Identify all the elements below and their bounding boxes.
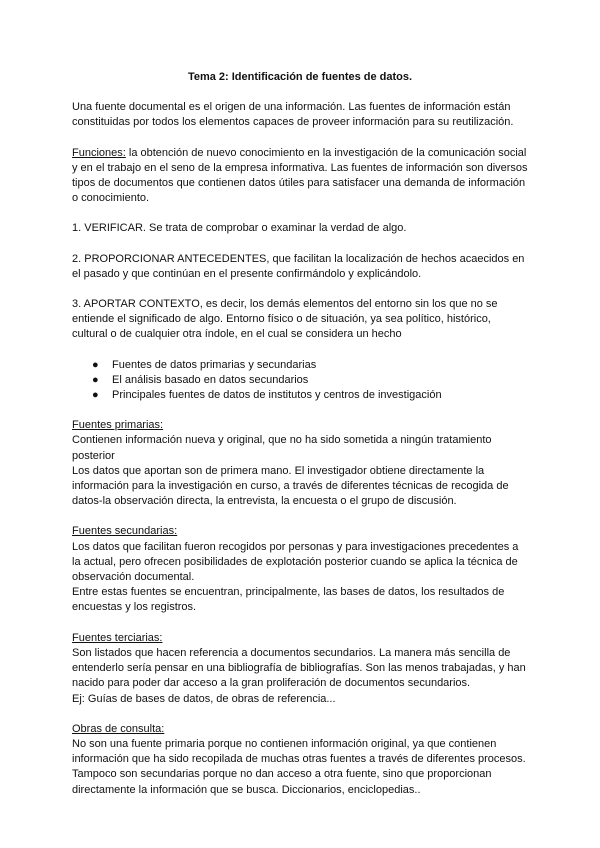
section-fuentes-secundarias [72, 524, 528, 615]
point-2: 2. PROPORCIONAR ANTECEDENTES, que facilitan la localización de hechos acaecidos en el pasado y que continúan en el presente confirmándolo y explicándolo. [72, 252, 525, 280]
section-fuentes-terciarias [72, 631, 528, 707]
section-text: No son una fuente primaria porque no contienen información original, ya que contienen información que ha sido recopilada de muchas otras fuentes a través de diferentes procesos. Tampoco son secundarias porque no dan acceso a otra fuente, sino que proporcionan directamente la información que se busca. Diccionarios, enciclopedias.. [72, 737, 526, 796]
section-text: Son listados que hacen referencia a documentos secundarios. La manera más sencilla de entenderlo sería pensar en una bibliografía de bibliografías. Son las menos trabajadas, y han nacido para poder dar acceso a la gran proliferación de documentos secundarios. [72, 646, 526, 690]
list-item [92, 388, 528, 403]
section-heading: Fuentes primarias: [72, 419, 164, 432]
section-text: Entre estas fuentes se encuentran, principalmente, las bases de datos, los resultados de encuestas y los registros. [72, 586, 505, 614]
section-text: Los datos que facilitan fueron recogidos por personas y para investigaciones precedentes a la actual, pero ofrecen posibilidades de explotación posterior cuando se aplica la técnica de observación documental. [72, 540, 519, 584]
section-text: Contienen información nueva y original, que no ha sido sometida a ningún tratamiento posterior [72, 434, 492, 462]
point-1: 1. VERIFICAR. Se trata de comprobar o examinar la verdad de algo. [72, 222, 407, 235]
section-heading: Fuentes secundarias: [72, 525, 178, 538]
section-heading: Fuentes terciarias: [72, 631, 163, 644]
section-fuentes-primarias [72, 418, 528, 509]
list-item [92, 373, 528, 388]
section-text: Ej: Guías de bases de datos, de obras de referencia... [72, 692, 336, 705]
document-title: Tema 2: Identificación de fuentes de datos. [187, 71, 413, 83]
funciones-text: la obtención de nuevo conocimiento en la investigación de la comunicación social y en el trabajo en el seno de la empresa informativa. Las fuentes de información son diversos tipos de documentos que contienen datos útiles para satisfacer una demanda de información o conocimiento. [72, 146, 528, 205]
bullet-icon: ● [92, 389, 99, 402]
list-item-text: El análisis basado en datos secundarios [112, 373, 309, 386]
list-item [92, 358, 528, 373]
section-heading: Obras de consulta: [72, 722, 165, 735]
bullet-icon: ● [92, 373, 99, 386]
section-text: Los datos que aportan son de primera mano. El investigador obtiene directamente la información para la investigación en curso, a través de diferentes técnicas de recogida de datos-la observación directa, la entrevista, la encuesta o el grupo de discusión. [72, 464, 509, 508]
bullet-list [72, 358, 528, 404]
intro-paragraph: Una fuente documental es el origen de una información. Las fuentes de información están constituidas por todos los elementos capaces de proveer información para su reutilización. [72, 101, 514, 129]
list-item-text: Fuentes de datos primarias y secundarias [112, 358, 317, 371]
bullet-icon: ● [92, 358, 99, 371]
funciones-label: Funciones: [72, 146, 126, 159]
list-item-text: Principales fuentes de datos de institutos y centros de investigación [112, 389, 442, 402]
funciones-paragraph [72, 146, 528, 207]
section-obras-de-consulta [72, 722, 528, 798]
point-3: 3. APORTAR CONTEXTO, es decir, los demás elementos del entorno sin los que no se entiende el significado de algo. Entorno físico o de situación, ya sea político, histórico, cultural o de cualquier otra índole, en el cual se considera un hecho [72, 298, 498, 341]
